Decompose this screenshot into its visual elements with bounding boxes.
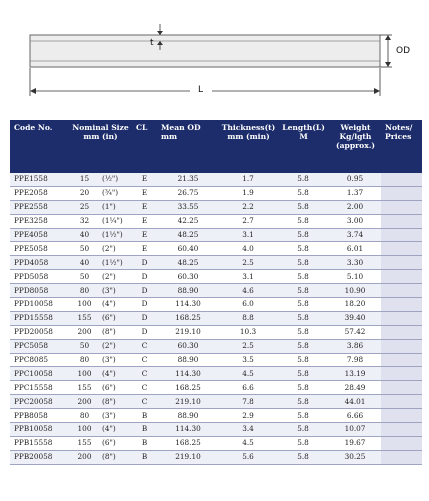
row-nominal-mm: 200 [68, 325, 100, 339]
row-nominal-mm: 80 [68, 353, 100, 367]
row-class: D [132, 325, 157, 339]
header-mean-od: Mean OD mm [157, 120, 219, 173]
row-nominal-mm: 100 [68, 423, 100, 437]
row-weight: 39.40 [329, 311, 381, 325]
table-row [10, 256, 422, 270]
row-nominal-mm: 50 [68, 242, 100, 256]
row-thickness: 4.6 [219, 284, 277, 298]
od-label: OD [396, 46, 411, 56]
row-weight: 1.37 [329, 186, 381, 200]
row-length: 5.8 [277, 409, 329, 423]
row-mean-od: 219.10 [157, 395, 219, 409]
row-class: C [132, 339, 157, 353]
row-thickness: 6.0 [219, 298, 277, 312]
table-row [10, 325, 422, 339]
row-nominal-inch: (3") [100, 353, 132, 367]
table-row [10, 436, 422, 450]
row-mean-od: 33.55 [157, 200, 219, 214]
row-thickness: 4.0 [219, 242, 277, 256]
header-code: Code No. [10, 120, 68, 173]
table-row [10, 409, 422, 423]
row-nominal-inch: (8") [100, 450, 132, 464]
pipe-spec-table [10, 120, 422, 465]
row-notes[interactable] [381, 186, 422, 200]
row-class: D [132, 311, 157, 325]
table-row [10, 214, 422, 228]
table-row [10, 270, 422, 284]
row-length: 5.8 [277, 423, 329, 437]
length-arrow-left [30, 88, 36, 94]
row-nominal-mm: 155 [68, 311, 100, 325]
row-length: 5.8 [277, 450, 329, 464]
row-mean-od: 88.90 [157, 353, 219, 367]
row-thickness: 5.6 [219, 450, 277, 464]
row-notes[interactable] [381, 325, 422, 339]
row-nominal-mm: 155 [68, 436, 100, 450]
row-weight: 13.19 [329, 367, 381, 381]
row-class: D [132, 270, 157, 284]
header-thickness: Thickness(t) mm (min) [219, 120, 277, 173]
row-nominal-inch: (3") [100, 284, 132, 298]
row-code: PPB10058 [10, 423, 68, 437]
row-nominal-mm: 200 [68, 450, 100, 464]
row-nominal-mm: 20 [68, 186, 100, 200]
row-nominal-inch: (2") [100, 242, 132, 256]
row-class: B [132, 450, 157, 464]
row-nominal-inch: (½") [100, 173, 132, 186]
row-class: E [132, 214, 157, 228]
header-length: Length(L) M [277, 120, 329, 173]
row-code: PPC10058 [10, 367, 68, 381]
row-nominal-inch: (6") [100, 381, 132, 395]
row-length: 5.8 [277, 367, 329, 381]
table-row [10, 284, 422, 298]
row-class: E [132, 173, 157, 186]
table-row [10, 173, 422, 186]
table-row [10, 353, 422, 367]
row-weight: 19.67 [329, 436, 381, 450]
row-code: PPE3258 [10, 214, 68, 228]
row-class: B [132, 409, 157, 423]
row-mean-od: 219.10 [157, 450, 219, 464]
row-code: PPD5058 [10, 270, 68, 284]
row-mean-od: 60.40 [157, 242, 219, 256]
row-mean-od: 88.90 [157, 409, 219, 423]
row-weight: 30.25 [329, 450, 381, 464]
row-nominal-mm: 40 [68, 256, 100, 270]
row-weight: 3.30 [329, 256, 381, 270]
row-notes[interactable] [381, 228, 422, 242]
row-thickness: 2.5 [219, 256, 277, 270]
row-weight: 28.49 [329, 381, 381, 395]
row-thickness: 2.2 [219, 200, 277, 214]
row-class: C [132, 367, 157, 381]
row-mean-od: 48.25 [157, 228, 219, 242]
row-weight: 5.10 [329, 270, 381, 284]
row-mean-od: 60.30 [157, 339, 219, 353]
row-length: 5.8 [277, 311, 329, 325]
row-notes[interactable] [381, 311, 422, 325]
row-thickness: 8.8 [219, 311, 277, 325]
row-notes[interactable] [381, 450, 422, 464]
thickness-arrow-top [157, 31, 163, 35]
row-thickness: 1.7 [219, 173, 277, 186]
row-notes[interactable] [381, 339, 422, 353]
row-thickness: 1.9 [219, 186, 277, 200]
row-length: 5.8 [277, 353, 329, 367]
table-row [10, 228, 422, 242]
row-thickness: 4.5 [219, 436, 277, 450]
table-row [10, 311, 422, 325]
row-notes[interactable] [381, 242, 422, 256]
row-thickness: 3.4 [219, 423, 277, 437]
row-notes[interactable] [381, 381, 422, 395]
row-code: PPB20058 [10, 450, 68, 464]
row-mean-od: 114.30 [157, 298, 219, 312]
row-mean-od: 48.25 [157, 256, 219, 270]
row-class: D [132, 284, 157, 298]
row-length: 5.8 [277, 284, 329, 298]
row-notes[interactable] [381, 200, 422, 214]
row-class: D [132, 256, 157, 270]
row-nominal-inch: (8") [100, 395, 132, 409]
row-weight: 7.98 [329, 353, 381, 367]
row-notes[interactable] [381, 284, 422, 298]
row-nominal-inch: (1½") [100, 228, 132, 242]
row-nominal-mm: 32 [68, 214, 100, 228]
row-code: PPB15558 [10, 436, 68, 450]
row-nominal-mm: 155 [68, 381, 100, 395]
row-weight: 2.00 [329, 200, 381, 214]
row-weight: 3.74 [329, 228, 381, 242]
row-nominal-inch: (1¼") [100, 214, 132, 228]
row-nominal-mm: 200 [68, 395, 100, 409]
row-length: 5.8 [277, 270, 329, 284]
row-code: PPE2558 [10, 200, 68, 214]
row-code: PPC15558 [10, 381, 68, 395]
table-row [10, 450, 422, 464]
row-nominal-inch: (2") [100, 270, 132, 284]
header-cl: CL [132, 120, 157, 173]
row-mean-od: 168.25 [157, 381, 219, 395]
row-length: 5.8 [277, 228, 329, 242]
row-thickness: 2.9 [219, 409, 277, 423]
row-mean-od: 26.75 [157, 186, 219, 200]
row-nominal-inch: (8") [100, 325, 132, 339]
row-length: 5.8 [277, 381, 329, 395]
row-weight: 44.01 [329, 395, 381, 409]
row-mean-od: 168.25 [157, 436, 219, 450]
row-notes[interactable] [381, 214, 422, 228]
row-length: 5.8 [277, 436, 329, 450]
row-class: B [132, 423, 157, 437]
row-notes[interactable] [381, 256, 422, 270]
row-mean-od: 60.30 [157, 270, 219, 284]
table-row [10, 298, 422, 312]
row-mean-od: 114.30 [157, 367, 219, 381]
row-code: PPE2058 [10, 186, 68, 200]
pipe-body [30, 35, 380, 67]
table-row [10, 200, 422, 214]
table-row [10, 423, 422, 437]
row-notes[interactable] [381, 395, 422, 409]
row-class: E [132, 200, 157, 214]
row-thickness: 2.7 [219, 214, 277, 228]
row-class: B [132, 436, 157, 450]
table-row [10, 367, 422, 381]
row-length: 5.8 [277, 298, 329, 312]
row-class: E [132, 228, 157, 242]
row-code: PPE4058 [10, 228, 68, 242]
pipe-diagram [0, 0, 429, 112]
row-notes[interactable] [381, 353, 422, 367]
row-class: C [132, 395, 157, 409]
header-weight: Weight Kg/lgth (approx.) [329, 120, 381, 173]
row-nominal-inch: (4") [100, 367, 132, 381]
row-length: 5.8 [277, 325, 329, 339]
row-nominal-mm: 50 [68, 339, 100, 353]
row-code: PPE5058 [10, 242, 68, 256]
row-weight: 3.86 [329, 339, 381, 353]
row-class: C [132, 353, 157, 367]
row-nominal-inch: (6") [100, 311, 132, 325]
row-notes[interactable] [381, 298, 422, 312]
row-class: E [132, 186, 157, 200]
row-nominal-inch: (¾") [100, 186, 132, 200]
length-arrow-right [374, 88, 380, 94]
row-mean-od: 42.25 [157, 214, 219, 228]
row-class: C [132, 381, 157, 395]
row-code: PPD10058 [10, 298, 68, 312]
row-class: E [132, 242, 157, 256]
table-row [10, 242, 422, 256]
row-notes[interactable] [381, 409, 422, 423]
row-code: PPD20058 [10, 325, 68, 339]
row-weight: 0.95 [329, 173, 381, 186]
row-nominal-mm: 40 [68, 228, 100, 242]
row-code: PPC5058 [10, 339, 68, 353]
row-nominal-inch: (2") [100, 339, 132, 353]
row-code: PPB8058 [10, 409, 68, 423]
row-length: 5.8 [277, 200, 329, 214]
row-thickness: 3.5 [219, 353, 277, 367]
row-code: PPD15558 [10, 311, 68, 325]
thickness-label: t [150, 38, 154, 48]
header-nominal-size: Nominal Size mm (in) [68, 120, 132, 173]
row-nominal-mm: 80 [68, 284, 100, 298]
row-nominal-mm: 100 [68, 367, 100, 381]
row-notes[interactable] [381, 367, 422, 381]
row-nominal-mm: 100 [68, 298, 100, 312]
row-thickness: 3.1 [219, 228, 277, 242]
table-row [10, 381, 422, 395]
row-nominal-inch: (1") [100, 200, 132, 214]
row-nominal-mm: 80 [68, 409, 100, 423]
row-weight: 18.20 [329, 298, 381, 312]
row-thickness: 6.6 [219, 381, 277, 395]
row-weight: 3.00 [329, 214, 381, 228]
od-arrow-top [385, 35, 391, 40]
row-length: 5.8 [277, 242, 329, 256]
row-nominal-inch: (4") [100, 298, 132, 312]
row-mean-od: 168.25 [157, 311, 219, 325]
table-row [10, 395, 422, 409]
row-notes[interactable] [381, 270, 422, 284]
row-thickness: 10.3 [219, 325, 277, 339]
row-length: 5.8 [277, 395, 329, 409]
row-thickness: 7.8 [219, 395, 277, 409]
row-notes[interactable] [381, 423, 422, 437]
row-nominal-mm: 50 [68, 270, 100, 284]
row-nominal-mm: 15 [68, 173, 100, 186]
row-mean-od: 219.10 [157, 325, 219, 339]
row-mean-od: 114.30 [157, 423, 219, 437]
row-code: PPC8085 [10, 353, 68, 367]
row-weight: 10.07 [329, 423, 381, 437]
header-notes: Notes/ Prices [381, 120, 422, 173]
row-class: D [132, 298, 157, 312]
table-body [10, 173, 422, 464]
row-mean-od: 88.90 [157, 284, 219, 298]
row-nominal-mm: 25 [68, 200, 100, 214]
row-thickness: 3.1 [219, 270, 277, 284]
row-code: PPC20058 [10, 395, 68, 409]
row-nominal-inch: (3") [100, 409, 132, 423]
row-code: PPD4058 [10, 256, 68, 270]
table-header-row [10, 120, 422, 173]
row-thickness: 4.5 [219, 367, 277, 381]
row-code: PPE1558 [10, 173, 68, 186]
table-row [10, 339, 422, 353]
row-nominal-inch: (6") [100, 436, 132, 450]
length-label: L [198, 85, 204, 95]
row-weight: 6.66 [329, 409, 381, 423]
row-notes[interactable] [381, 436, 422, 450]
row-code: PPD8058 [10, 284, 68, 298]
row-weight: 57.42 [329, 325, 381, 339]
row-nominal-inch: (4") [100, 423, 132, 437]
row-length: 5.8 [277, 186, 329, 200]
row-length: 5.8 [277, 256, 329, 270]
row-weight: 6.01 [329, 242, 381, 256]
row-nominal-inch: (1½") [100, 256, 132, 270]
row-notes[interactable] [381, 173, 422, 186]
row-thickness: 2.5 [219, 339, 277, 353]
pipe-drawing [0, 0, 429, 112]
row-length: 5.8 [277, 173, 329, 186]
row-length: 5.8 [277, 339, 329, 353]
row-mean-od: 21.35 [157, 173, 219, 186]
row-length: 5.8 [277, 214, 329, 228]
table-row [10, 186, 422, 200]
row-weight: 10.90 [329, 284, 381, 298]
od-arrow-bottom [385, 62, 391, 67]
